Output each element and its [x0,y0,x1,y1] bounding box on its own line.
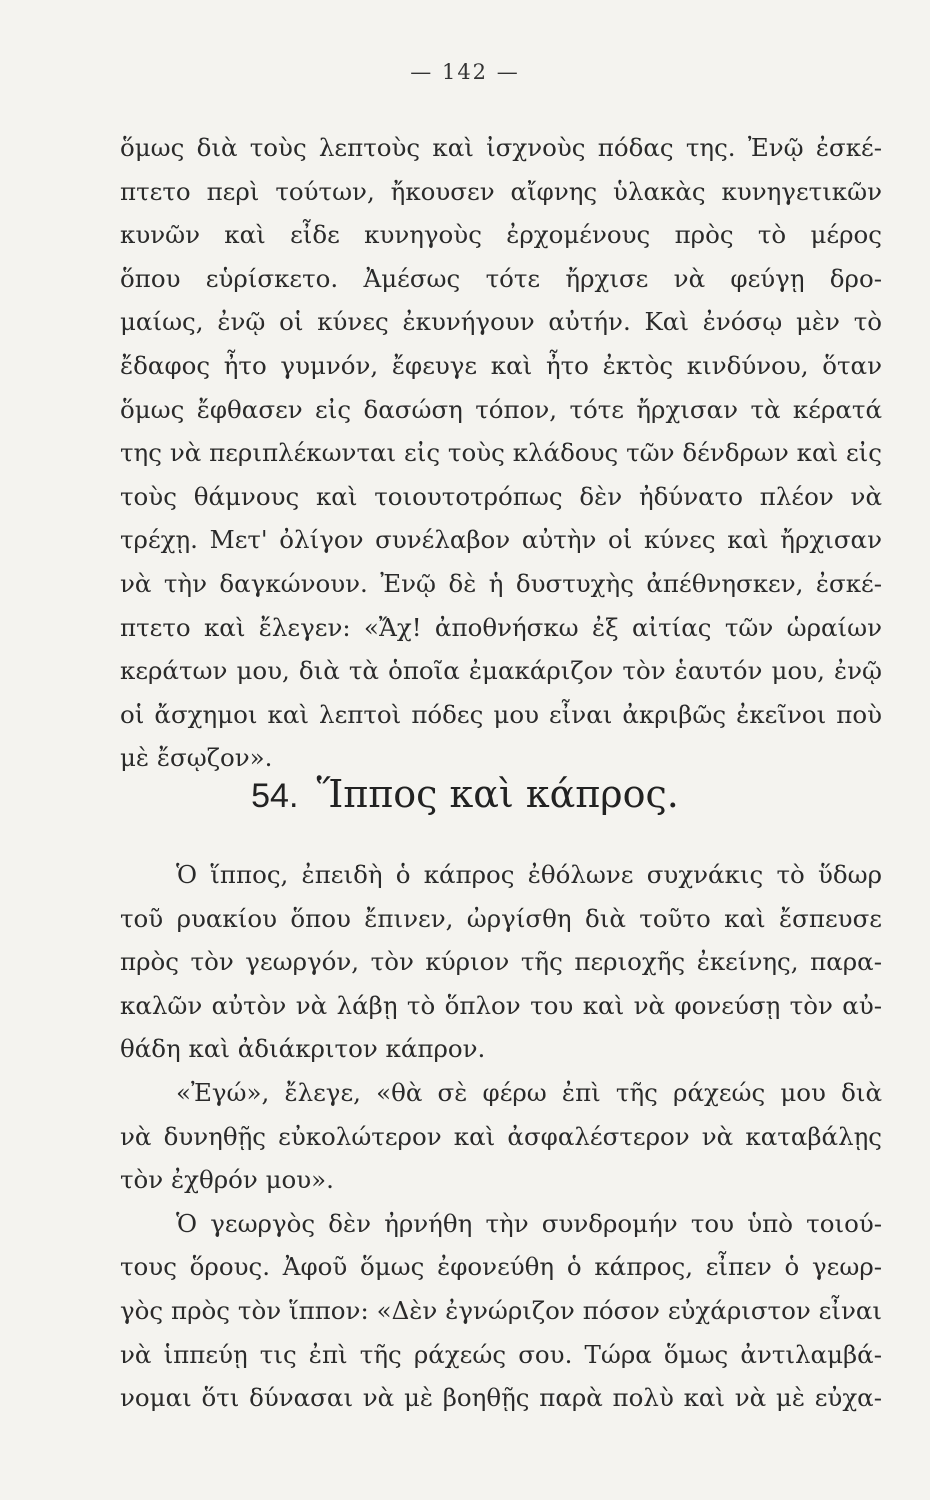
text-line: «Ἐγώ», ἔλεγε, «θὰ σὲ φέρω ἐπὶ τῆς ράχεώς μου διὰ [176,1077,882,1107]
text-line: Ὁ γεωργὸς δὲν ἠρνήθη τὴν συνδρομήν του ὑπὸ τοιού- [176,1208,882,1238]
text-line: νὰ δυνηθῇς εὐκολώτερον καὶ ἀσφαλέστερον νὰ καταβάλῃς [120,1121,882,1151]
page-number: — 142 — [410,60,520,84]
fable-heading [0,772,930,816]
text-line: μαίως, ἐνῷ οἱ κύνες ἐκυνήγουν αὐτήν. Καὶ ἐνόσῳ μὲν τὸ [120,307,882,337]
text-line: τοὺς θάμνους καὶ τοιουτοτρόπως δὲν ἠδύνατο πλέον νὰ [120,481,882,511]
text-line: ὅπου εὑρίσκετο. Ἀμέσως τότε ἤρχισε νὰ φεύγῃ δρο- [120,263,882,293]
text-line: κυνῶν καὶ εἶδε κυνηγοὺς ἐρχομένους πρὸς τὸ μέρος [120,220,882,250]
text-line: μὲ ἔσῳζον». [120,743,273,773]
text-line: νὰ τὴν δαγκώνουν. Ἐνῷ δὲ ἡ δυστυχὴς ἀπέθνησκεν, ἐσκέ- [120,568,882,598]
fable-title: Ἵππος καὶ κάπρος. [316,772,679,816]
text-line: τοῦ ρυακίου ὅπου ἔπινεν, ὠργίσθη διὰ τοῦτο καὶ ἔσπευσε [120,903,882,933]
fable-body [120,853,882,1420]
text-line: πτετο καὶ ἔλεγεν: «Ἄχ! ἀποθνήσκω ἐξ αἰτίας τῶν ὡραίων [120,612,882,642]
text-line: πτετο περὶ τούτων, ἤκουσεν αἴφνης ὑλακὰς κυνηγετικῶν [120,176,882,206]
text-line: τὸν ἐχθρόν μου». [120,1165,334,1195]
text-line: νομαι ὅτι δύνασαι νὰ μὲ βοηθῇς παρὰ πολὺ καὶ νὰ μὲ εὐχα- [120,1383,882,1413]
text-line: ὅμως διὰ τοὺς λεπτοὺς καὶ ἰσχνοὺς πόδας της. Ἐνῷ ἐσκέ- [120,133,882,162]
text-line: νὰ ἱππεύῃ τις ἐπὶ τῆς ράχεώς σου. Τώρα ὅμως ἀντιλαμβά- [120,1339,882,1369]
text-line: ὅμως ἔφθασεν εἰς δασώση τόπον, τότε ἤρχισαν τὰ κέρατά [120,394,882,424]
fable-ending-paragraph [120,126,882,780]
text-line: τρέχῃ. Μετ' ὀλίγον συνέλαβον αὐτὴν οἱ κύνες καὶ ἤρχισαν [120,525,882,555]
text-line: ἔδαφος ἦτο γυμνόν, ἔφευγε καὶ ἦτο ἐκτὸς κινδύνου, ὅταν [120,350,882,380]
text-line: πρὸς τὸν γεωργόν, τὸν κύριον τῆς περιοχῆς ἐκείνης, παρα- [120,947,882,977]
text-line: γὸς πρὸς τὸν ἵππον: «Δὲν ἐγνώριζον πόσον εὐχάριστον εἶναι [120,1295,882,1325]
text-line: κεράτων μου, διὰ τὰ ὁποῖα ἐμακάριζον τὸν ἑαυτόν μου, ἐνῷ [120,656,882,686]
text-line: Ὁ ἵππος, ἐπειδὴ ὁ κάπρος ἐθόλωνε συχνάκις τὸ ὕδωρ [176,860,882,889]
text-line: καλῶν αὐτὸν νὰ λάβῃ τὸ ὅπλον του καὶ νὰ φονεύσῃ τὸν αὐ- [120,990,882,1020]
text-line: της νὰ περιπλέκωνται εἰς τοὺς κλάδους τῶν δένδρων καὶ εἰς [120,438,882,468]
fable-number: 54. [251,777,299,815]
text-line: θάδη καὶ ἀδιάκριτον κάπρον. [120,1034,486,1064]
text-line: τους ὅρους. Ἀφοῦ ὅμως ἐφονεύθη ὁ κάπρος, εἶπεν ὁ γεωρ- [120,1252,882,1282]
text-line: οἱ ἄσχημοι καὶ λεπτοὶ πόδες μου εἶναι ἀκριβῶς ἐκεῖνοι ποὺ [120,699,882,729]
